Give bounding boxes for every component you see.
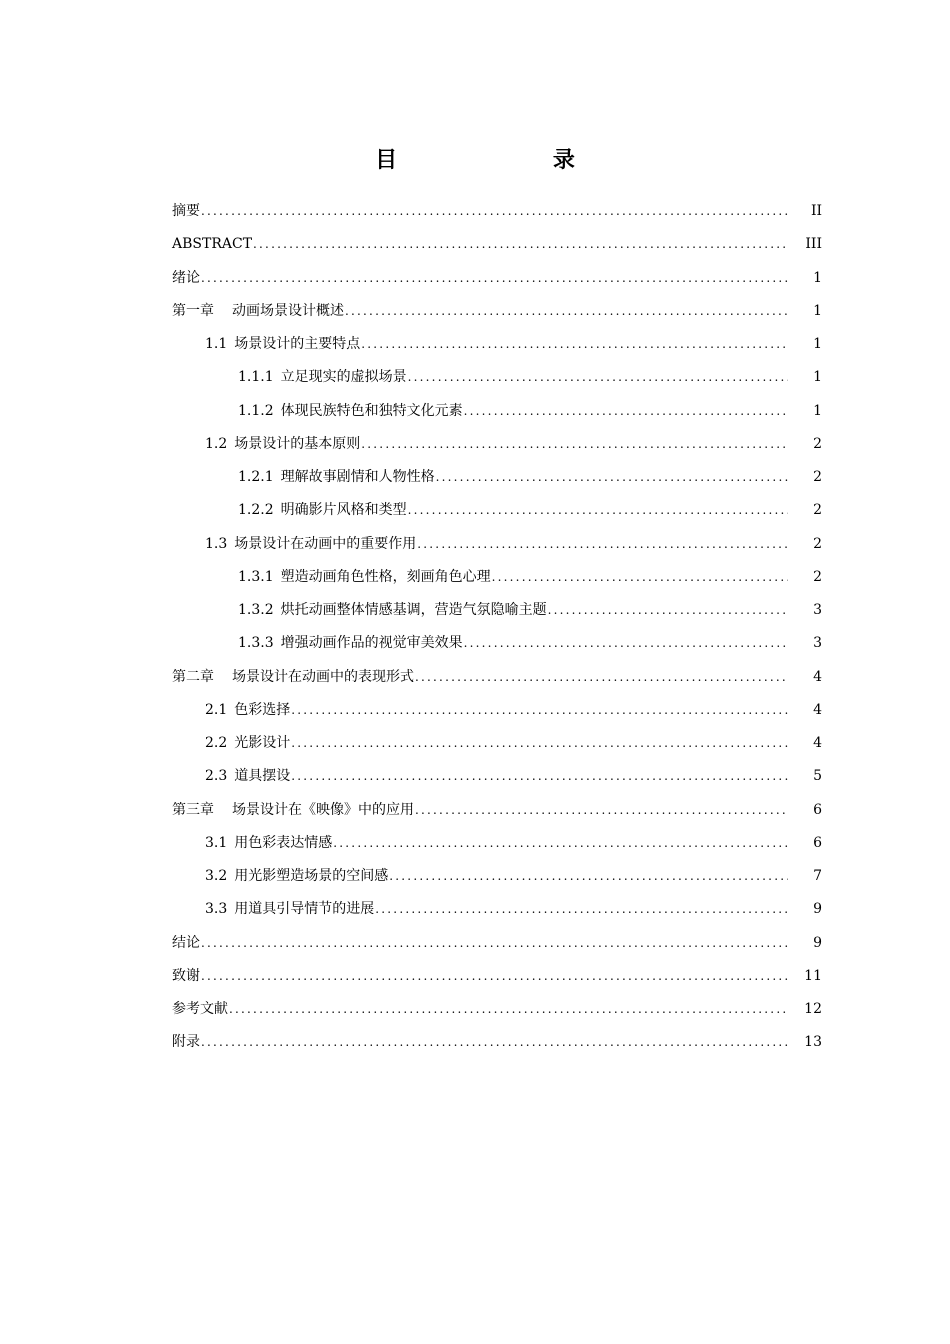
toc-page-number: 7 — [813, 868, 822, 884]
toc-page-number: 1 — [813, 269, 822, 286]
toc-entry-label — [172, 295, 344, 328]
toc-entry-text: 色彩选择 — [234, 701, 291, 718]
dot-leader — [464, 627, 788, 660]
toc-entry[interactable] — [172, 727, 824, 760]
toc-entry-text: 结论 — [172, 934, 200, 951]
dot-leader — [361, 428, 788, 461]
toc-entry-label — [172, 195, 200, 228]
toc-entry[interactable] — [172, 794, 824, 827]
toc-entry-label — [238, 494, 407, 527]
toc-entry-text: 塑造动画角色性格，刻画角色心理 — [280, 568, 491, 585]
toc-entry-label — [205, 760, 290, 793]
toc-entry-label — [205, 328, 360, 361]
toc-entry-text: 用光影塑造场景的空间感 — [234, 868, 389, 884]
toc-entry[interactable] — [172, 893, 824, 926]
toc-entry-label — [205, 860, 388, 893]
dot-leader — [361, 328, 788, 361]
toc-entry[interactable] — [172, 428, 824, 461]
toc-entry[interactable] — [172, 627, 824, 660]
toc-entry-number: 3.2 — [205, 868, 228, 884]
toc-entry[interactable] — [172, 927, 824, 960]
toc-entry-text: 场景设计在动画中的重要作用 — [234, 535, 417, 552]
toc-entry-label — [205, 827, 332, 860]
dot-leader — [333, 827, 788, 860]
toc-entry[interactable] — [172, 328, 824, 361]
toc-entry-number: 1.2.1 — [238, 469, 274, 485]
toc-entry-text: 场景设计在动画中的表现形式 — [232, 668, 414, 685]
toc-page-number: 1 — [813, 336, 822, 352]
toc-entry-text: 光影设计 — [234, 735, 291, 751]
dot-leader — [291, 760, 788, 793]
dot-leader — [548, 594, 788, 627]
dot-leader — [291, 694, 788, 727]
toc-page-number: 4 — [813, 701, 822, 718]
toc-page-number: 4 — [813, 668, 822, 685]
toc-entry[interactable] — [172, 827, 824, 860]
toc-entry[interactable] — [172, 361, 824, 394]
toc-entry-text: 场景设计在《映像》中的应用 — [232, 801, 414, 818]
toc-entry-label — [172, 262, 200, 295]
toc-entry-label — [205, 528, 416, 561]
toc-entry[interactable] — [172, 694, 824, 727]
toc-page-number: 6 — [813, 801, 822, 818]
toc-entry-text: 道具摆设 — [234, 768, 291, 785]
toc-entry-text: 绪论 — [172, 269, 200, 286]
toc-entry-label — [205, 893, 374, 926]
dot-leader — [415, 661, 788, 694]
dot-leader — [375, 893, 788, 926]
dot-leader — [201, 927, 788, 960]
toc-page-number: 11 — [804, 967, 822, 984]
dot-leader — [201, 262, 788, 295]
toc-entry[interactable] — [172, 461, 824, 494]
toc-entry-text: 立足现实的虚拟场景 — [280, 369, 407, 386]
toc-page-number: 4 — [813, 735, 822, 751]
toc-entry-text: 用色彩表达情感 — [234, 834, 333, 851]
toc-page-number: 1 — [813, 302, 822, 319]
toc-entry-text: 场景设计的主要特点 — [234, 336, 361, 352]
toc-entry[interactable] — [172, 760, 824, 793]
toc-page-number: 9 — [813, 901, 822, 918]
toc-entry-text: 明确影片风格和类型 — [280, 502, 407, 519]
toc-entry-label — [205, 694, 290, 727]
dot-leader — [408, 361, 788, 394]
toc-entry-label — [172, 993, 228, 1026]
toc-entry[interactable] — [172, 594, 824, 627]
toc-entry[interactable] — [172, 228, 824, 261]
toc-entry[interactable] — [172, 494, 824, 527]
toc-entry[interactable] — [172, 1026, 824, 1059]
toc-entry[interactable] — [172, 993, 824, 1026]
toc-page-number: III — [805, 236, 822, 253]
toc-page-number: 3 — [813, 635, 822, 652]
dot-leader — [492, 561, 788, 594]
toc-entry-number: 1.3.3 — [238, 635, 274, 652]
toc-entry-text: 烘托动画整体情感基调，营造气氛隐喻主题 — [280, 602, 547, 618]
toc-entry[interactable] — [172, 528, 824, 561]
toc-entry-text: 摘要 — [172, 203, 200, 219]
toc-entry[interactable] — [172, 395, 824, 428]
toc-entry[interactable] — [172, 561, 824, 594]
toc-entry-number: 3.1 — [205, 834, 228, 851]
toc-entry-number: 1.1 — [205, 336, 228, 352]
toc-entry-number: 1.2 — [205, 435, 228, 452]
table-of-contents — [172, 195, 824, 1060]
dot-leader — [415, 794, 788, 827]
toc-entry-label — [172, 960, 200, 993]
toc-entry-label — [238, 461, 435, 494]
toc-page-number: 13 — [804, 1034, 822, 1051]
toc-entry-number: 1.3.1 — [238, 568, 274, 585]
toc-page-number: 12 — [804, 1001, 822, 1017]
toc-entry[interactable] — [172, 295, 824, 328]
toc-page-number: 9 — [813, 934, 822, 951]
toc-entry-number: 2.3 — [205, 768, 228, 785]
toc-entry-number: 3.3 — [205, 901, 228, 918]
toc-page-number: 2 — [813, 502, 822, 519]
toc-entry-text: 参考文献 — [172, 1001, 228, 1017]
toc-entry[interactable] — [172, 195, 824, 228]
toc-entry-number: 1.1.2 — [238, 402, 274, 419]
toc-entry-label — [238, 594, 547, 627]
dot-leader — [464, 395, 788, 428]
dot-leader — [201, 960, 788, 993]
toc-entry-text: 附录 — [172, 1034, 200, 1051]
toc-entry-number: 2.1 — [205, 701, 228, 718]
toc-entry-text: 增强动画作品的视觉审美效果 — [280, 635, 463, 652]
dot-leader — [417, 528, 788, 561]
dot-leader — [345, 295, 788, 328]
dot-leader — [201, 195, 788, 228]
toc-page-number: 6 — [813, 834, 822, 851]
toc-page-number: 1 — [813, 369, 822, 386]
toc-entry-number: 1.3.2 — [238, 602, 274, 618]
toc-entry-label — [238, 627, 463, 660]
toc-entry-label — [205, 727, 290, 760]
toc-page-number: 2 — [813, 535, 822, 552]
dot-leader — [389, 860, 788, 893]
toc-entry-label — [238, 361, 407, 394]
toc-entry-label — [172, 1026, 200, 1059]
toc-entry[interactable] — [172, 960, 824, 993]
toc-entry-text: ABSTRACT — [172, 236, 253, 253]
dot-leader — [253, 228, 788, 261]
dot-leader — [291, 727, 788, 760]
toc-page-number: 1 — [813, 402, 822, 419]
dot-leader — [436, 461, 788, 494]
dot-leader — [201, 1026, 788, 1059]
page-title: 目 录 — [375, 148, 649, 173]
toc-entry-label — [172, 661, 414, 694]
toc-entry-number: 1.3 — [205, 535, 228, 552]
toc-entry-text: 场景设计的基本原则 — [234, 435, 361, 452]
toc-entry-text: 理解故事剧情和人物性格 — [280, 469, 435, 485]
toc-entry-text: 体现民族特色和独特文化元素 — [280, 402, 463, 419]
toc-entry-label — [172, 927, 200, 960]
toc-entry-number: 1.1.1 — [238, 369, 274, 386]
toc-entry-label — [172, 228, 252, 261]
toc-entry-number: 第一章 — [172, 302, 214, 319]
toc-page-number: 3 — [813, 602, 822, 618]
toc-entry-number: 1.2.2 — [238, 502, 274, 519]
toc-entry-label — [238, 561, 491, 594]
toc-entry[interactable] — [172, 661, 824, 694]
toc-entry[interactable] — [172, 262, 824, 295]
toc-entry[interactable] — [172, 860, 824, 893]
toc-entry-label — [238, 395, 463, 428]
toc-page-number: 2 — [813, 568, 822, 585]
toc-entry-number: 2.2 — [205, 735, 228, 751]
dot-leader — [229, 993, 788, 1026]
toc-page-number: II — [810, 203, 822, 219]
toc-entry-text: 致谢 — [172, 967, 200, 984]
toc-entry-number: 第二章 — [172, 668, 214, 685]
toc-entry-text: 用道具引导情节的进展 — [234, 901, 375, 918]
toc-entry-label — [205, 428, 360, 461]
toc-entry-label — [172, 794, 414, 827]
toc-entry-text: 动画场景设计概述 — [232, 302, 344, 319]
toc-page-number: 5 — [813, 768, 822, 785]
toc-page-number: 2 — [813, 469, 822, 485]
toc-entry-number: 第三章 — [172, 801, 214, 818]
toc-page-number: 2 — [813, 435, 822, 452]
dot-leader — [408, 494, 788, 527]
